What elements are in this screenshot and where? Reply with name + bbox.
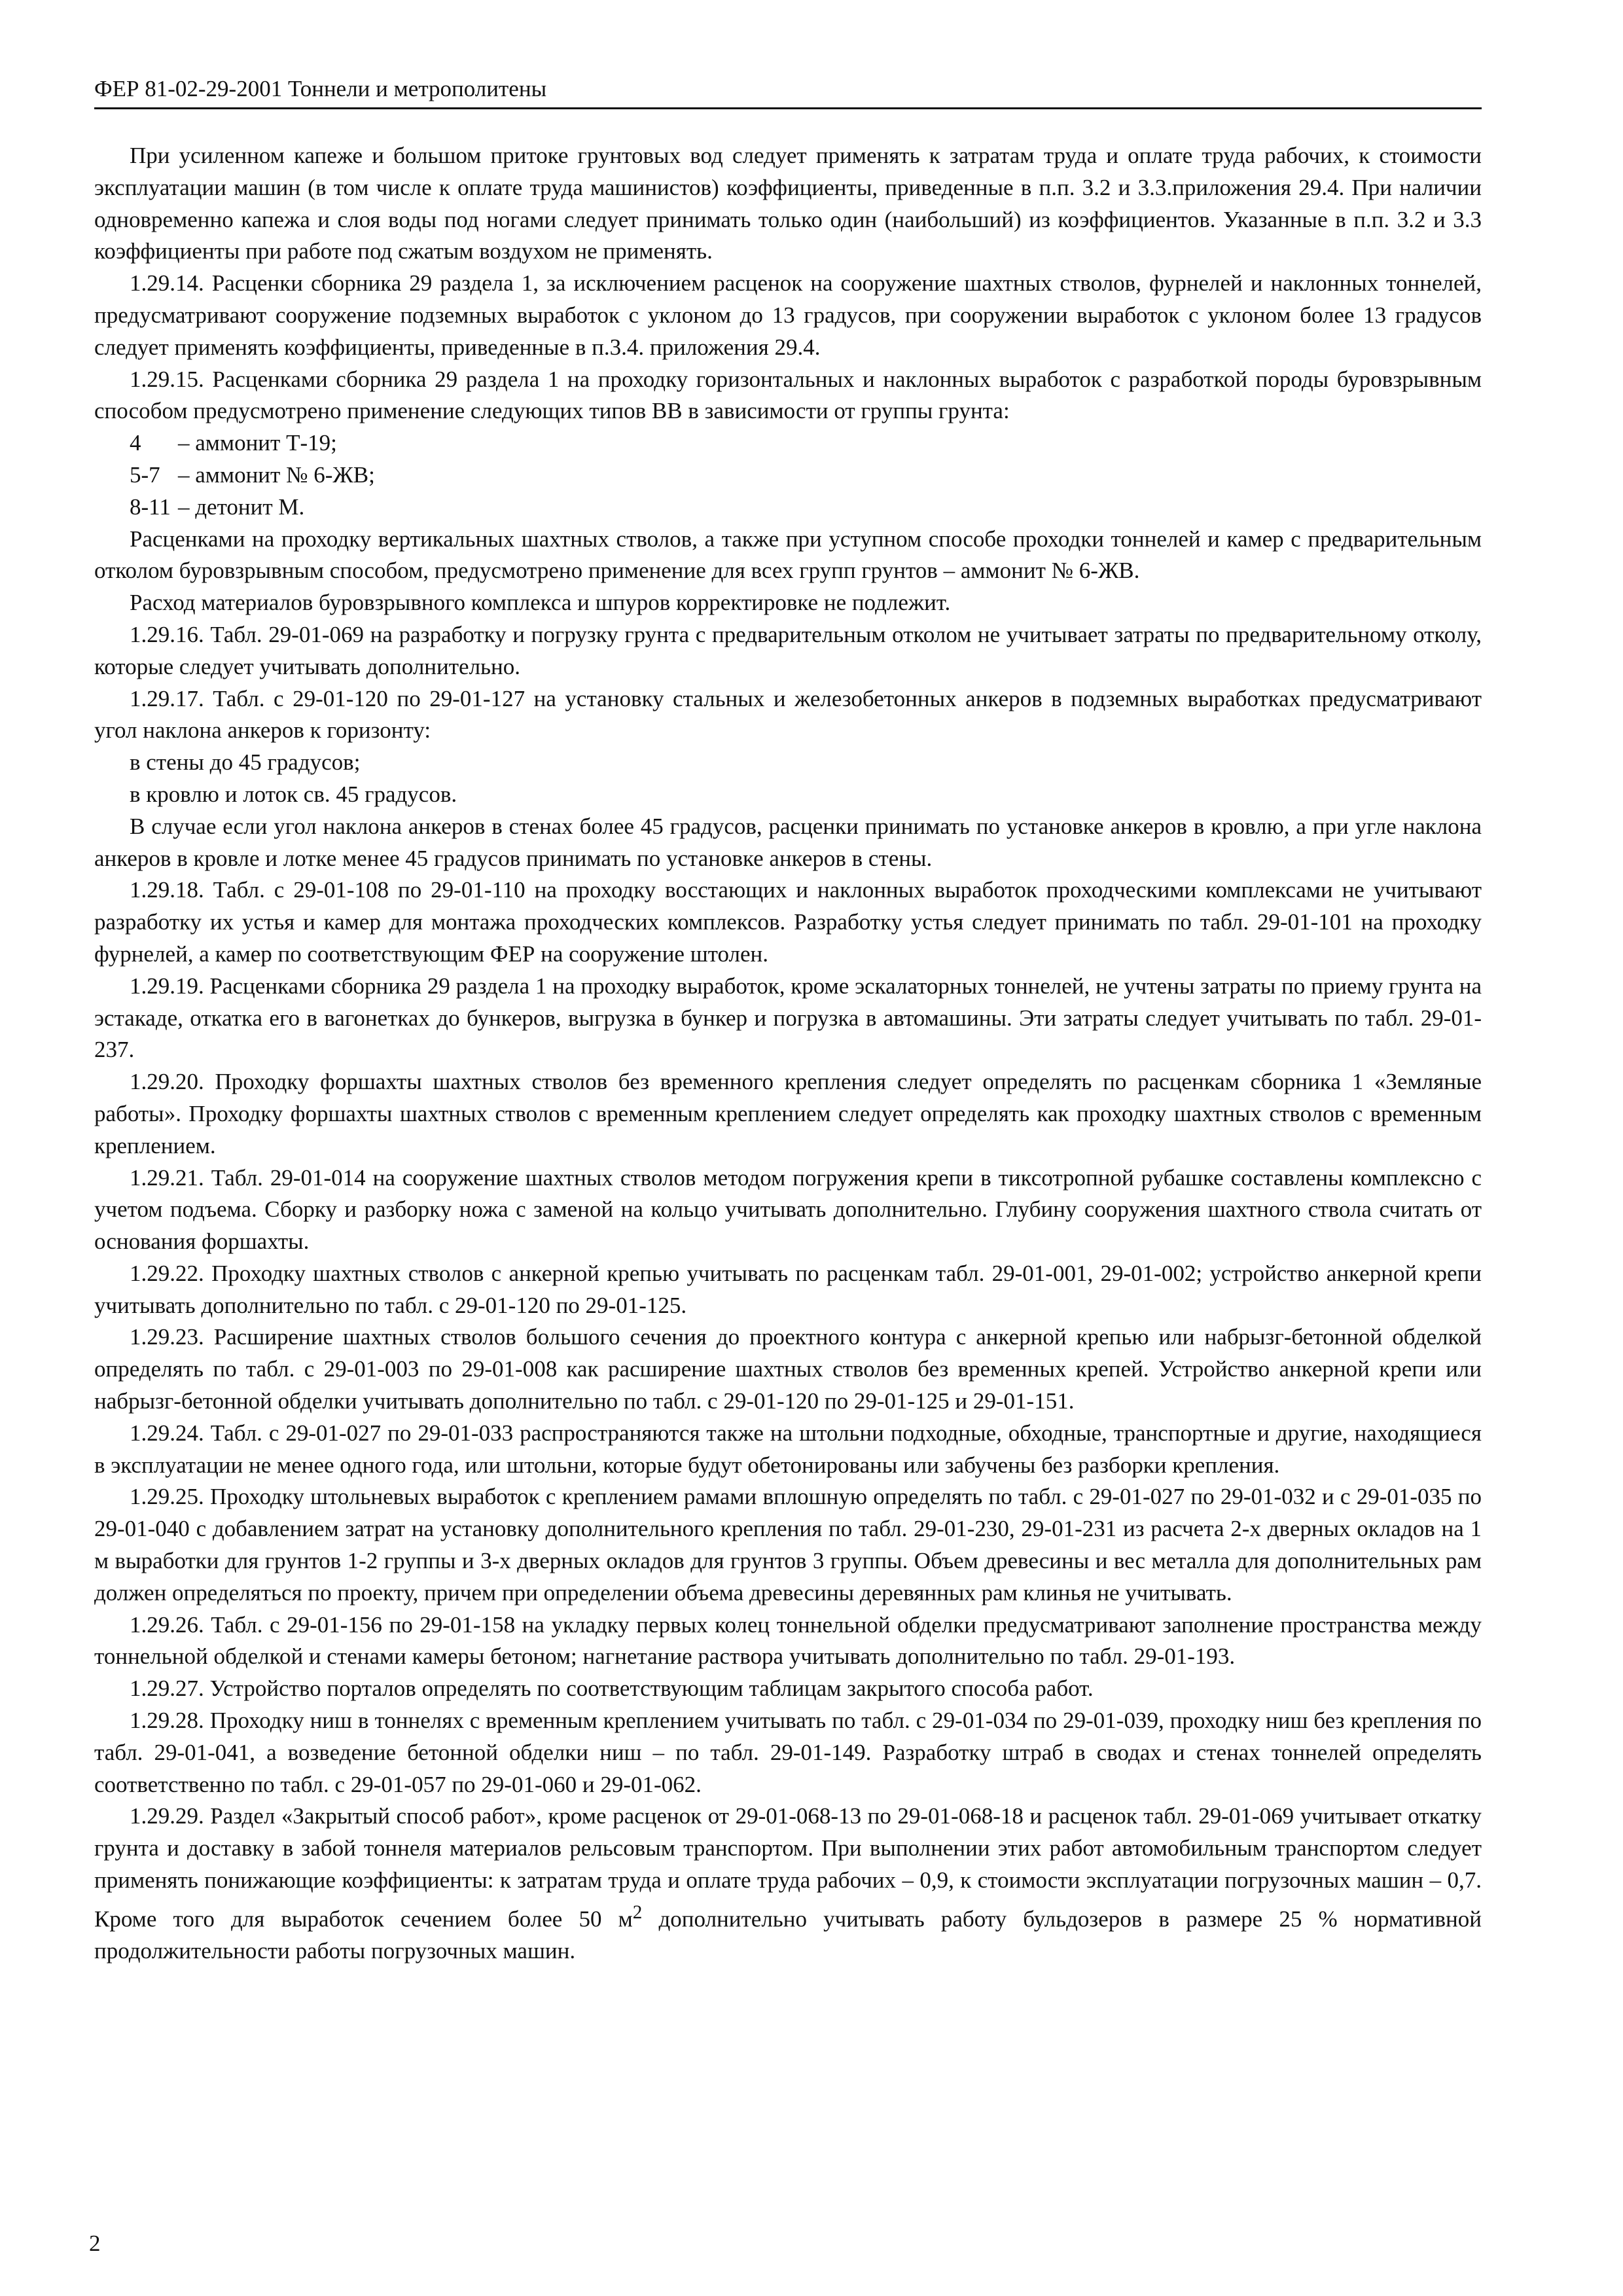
explosive-type: – аммонит Т-19; <box>178 430 337 456</box>
clause-1-29-14: 1.29.14. Расценки сборника 29 раздела 1, за исключением расценок на сооружение шахтных стволов, фурнелей и наклонных тоннелей, предусматривают сооружение подземных выработок с уклоном до 13 градусов, при сооружении выработок с уклоном более 13 градусов следует применять коэффициенты, приведенные в п.3.4. приложения 29.4. <box>94 270 1482 360</box>
soil-group: 5-7 <box>130 461 160 488</box>
clause-1-29-26: 1.29.26. Табл. с 29-01-156 по 29-01-158 на укладку первых колец тоннельной обделки предусматривают заполнение пространства между тоннельной обделкой и стенами камеры бетоном; нагнетание раствора учитывать дополнительно по табл. 29-01-193. <box>94 1611 1482 1670</box>
square-meter-superscript: 2 <box>632 1901 643 1923</box>
clause-1-29-29-text-end: дополнительно учитывать работу бульдозеров в размере 25 % нормативной продолжительности работы погрузочных машин. <box>94 1906 1482 1964</box>
soil-group: 8-11 <box>130 493 171 520</box>
clause-1-29-25: 1.29.25. Проходку штольневых выработок с креплением рамами вплошную определять по табл. с 29-01-027 по 29-01-032 и с 29-01-035 по 29-01-040 с добавлением затрат на установку дополнительного крепления по табл. 29-01-230, 29-01-231 из расчета 2-х дверных окладов на 1 м выработки для грунтов 1-2 группы и 3-х дверных окладов для грунтов 3 группы. Объем древесины и вес металла для дополнительных рам должен определяться по проекту, причем при определении объема древесины деревянных рам клинья не учитывать. <box>94 1484 1482 1605</box>
clause-1-29-23: 1.29.23. Расширение шахтных стволов большого сечения до проектного контура с анкерной крепью или набрызг-бетонной обделкой определять по табл. с 29-01-003 по 29-01-008 как расширение шахтных стволов без временных крепей. Устройство анкерной крепи или набрызг-бетонной обделки учитывать дополнительно по табл. с 29-01-120 по 29-01-125 и 29-01-151. <box>94 1324 1482 1414</box>
soil-group: 4 <box>130 430 141 456</box>
page-number: 2 <box>89 2231 101 2256</box>
clause-1-29-22: 1.29.22. Проходку шахтных стволов с анкерной крепью учитывать по расценкам табл. 29-01-001, 29-01-002; устройство анкерной крепи учитывать дополнительно по табл. с 29-01-120 по 29-01-125. <box>94 1260 1482 1318</box>
anchor-angle-walls: в стены до 45 градусов; <box>130 749 361 776</box>
paragraph-water-coefficients: При усиленном капеже и большом притоке грунтовых вод следует применять к затратам труда и оплате труда рабочих, к стоимости эксплуатации машин (в том числе к оплате труда машинистов) коэффициенты, приведенные в п.п. 3.2 и 3.3.приложения 29.4. При наличии одновременно капежа и слоя воды под ногами следует принимать только один (наибольший) из коэффициентов. Указанные в п.п. 3.2 и 3.3 коэффициенты при работе под сжатым воздухом не применять. <box>94 143 1482 264</box>
clause-1-29-27: 1.29.27. Устройство порталов определять по соответствующим таблицам закрытого способа работ. <box>130 1676 1094 1702</box>
clause-1-29-21: 1.29.21. Табл. 29-01-014 на сооружение шахтных стволов методом погружения крепи в тиксотропной рубашке составлены комплексно с учетом подъема. Сборку и разборку ножа с заменой на кольцо учитывать дополнительно. Глубину сооружения шахтного ствола считать от основания форшахты. <box>94 1164 1482 1255</box>
paragraph-anchor-note: В случае если угол наклона анкеров в стенах более 45 градусов, расценки принимать по установке анкеров в кровлю, а при угле наклона анкеров в кровле и лотке менее 45 градусов принимать по установке анкеров в стены. <box>94 813 1482 871</box>
explosive-type: – детонит М. <box>178 493 305 520</box>
clause-1-29-20: 1.29.20. Проходку форшахты шахтных стволов без временного крепления следует определять по расценкам сборника 1 «Земляные работы». Проходку форшахты шахтных стволов с временным креплением следует определять как проходку шахтных стволов с временным креплением. <box>94 1069 1482 1158</box>
document-body <box>94 140 1482 1967</box>
clause-1-29-16: 1.29.16. Табл. 29-01-069 на разработку и погрузку грунта с предварительным отколом не учитывает затраты по предварительному отколу, которые следует учитывать дополнительно. <box>94 621 1482 679</box>
clause-1-29-19: 1.29.19. Расценками сборника 29 раздела 1 на проходку выработок, кроме эскалаторных тоннелей, не учтены затраты по приему грунта на эстакаде, откатка его в вагонетках до бункеров, выгрузка в бункер и погрузка в автомашины. Эти затраты следует учитывать по табл. 29-01-237. <box>94 973 1482 1063</box>
clause-1-29-18: 1.29.18. Табл. с 29-01-108 по 29-01-110 на проходку восстающих и наклонных выработок проходческими комплексами не учитывают разработку их устья и камер для монтажа проходческих комплексов. Разработку устья следует принимать по табл. 29-01-101 на проходку фурнелей, а камер по соответствующим ФЕР на сооружение штолен. <box>94 877 1482 967</box>
clause-1-29-28: 1.29.28. Проходку ниш в тоннелях с временным креплением учитывать по табл. с 29-01-034 по 29-01-039, проходку ниш без крепления по табл. 29-01-041, а возведение бетонной обделки ниш – по табл. 29-01-149. Разработку штраб в сводах и стенах тоннелей определять соответственно по табл. с 29-01-057 по 29-01-060 и 29-01-062. <box>94 1708 1482 1797</box>
clause-1-29-17: 1.29.17. Табл. с 29-01-120 по 29-01-127 на установку стальных и железобетонных анкеров в подземных выработках предусматривают угол наклона анкеров к горизонту: <box>94 685 1482 744</box>
explosive-list-item <box>94 492 1482 524</box>
paragraph-consumption: Расход материалов буровзрывного комплекса и шпуров корректировке не подлежит. <box>130 590 951 616</box>
explosive-list-item <box>94 459 1482 492</box>
clause-1-29-29-text: 1.29.29. Раздел «Закрытый способ работ», кроме расценок от 29-01-068-13 по 29-01-068-18 и расценок табл. 29-01-069 учитывает откатку грунта и доставку в забой тоннеля материалов рельсовым транспортом. При выполнении этих работ автомобильным транспортом следует применять понижающие коэффициенты: к затратам труда и оплате труда рабочих – 0,9, к стоимости эксплуатации погрузочных машин – 0,7. Кроме того для выработок сечением более 50 м <box>94 1803 1482 1932</box>
anchor-angle-roof: в кровлю и лоток св. 45 градусов. <box>130 781 457 807</box>
clause-1-29-29 <box>94 1801 1482 1967</box>
paragraph-vertical-shafts: Расценками на проходку вертикальных шахтных стволов, а также при уступном способе проходки тоннелей и камер с предварительным отколом буровзрывным способом, предусмотрено применение для всех групп грунтов – аммонит № 6-ЖВ. <box>94 526 1482 584</box>
running-header: ФЕР 81-02-29-2001 Тоннели и метрополитены <box>94 73 1482 109</box>
clause-1-29-24: 1.29.24. Табл. с 29-01-027 по 29-01-033 распространяются также на штольни подходные, обходные, транспортные и другие, находящиеся в эксплуатации не менее одного года, или штольни, которые будут обетонированы или забучены без разборки крепления. <box>94 1420 1482 1478</box>
clause-1-29-15: 1.29.15. Расценками сборника 29 раздела 1 на проходку горизонтальных и наклонных выработок с разработкой породы буровзрывным способом предусмотрено применение следующих типов ВВ в зависимости от группы грунта: <box>94 366 1482 424</box>
explosive-list-item <box>94 427 1482 459</box>
explosive-type: – аммонит № 6-ЖВ; <box>178 461 375 488</box>
